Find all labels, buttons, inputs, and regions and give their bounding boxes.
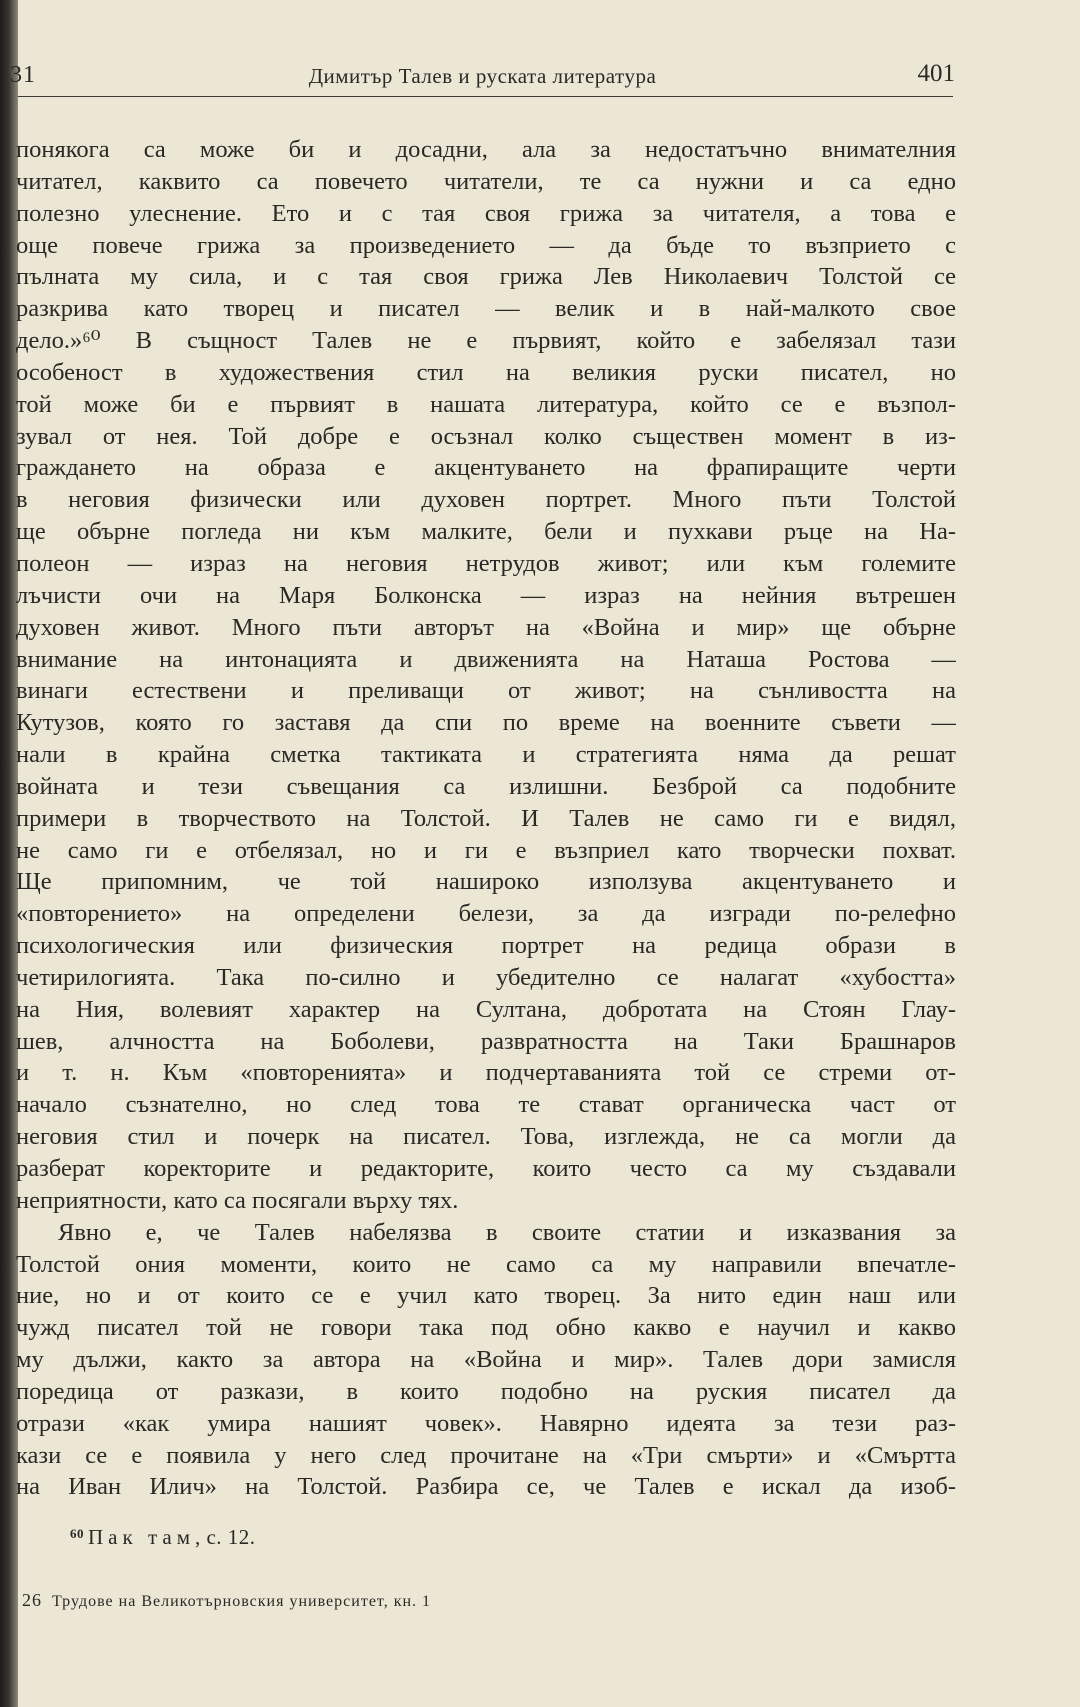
text-line: Толстой ония моменти, които не само са му направили впечатле- bbox=[16, 1250, 956, 1278]
text-line: и т. н. Към «повторенията» и подчертаванията той се стреми от- bbox=[16, 1059, 956, 1087]
text-line: той може би е първият в нашата литература, който се е възпол- bbox=[16, 390, 956, 418]
signature-number: 26 bbox=[22, 1590, 42, 1610]
text-line: неприятности, като са посягали върху тях. bbox=[16, 1186, 459, 1214]
footnote bbox=[70, 1525, 256, 1550]
text-line: начало съзнателно, но след това те стават органическа част от bbox=[16, 1091, 956, 1119]
text-line: войната и тези съвещания са излишни. Безброй са подобните bbox=[16, 772, 956, 800]
text-line: винаги естествени и преливащи от живот; на сънливостта на bbox=[16, 677, 956, 705]
page-number: 401 bbox=[917, 60, 955, 87]
header-left-number: 31 bbox=[10, 62, 36, 88]
text-line: примери в творчеството на Толстой. И Талев не само ги е видял, bbox=[16, 804, 956, 832]
text-line: шев, алчността на Боболеви, развратността на Таки Брашнаров bbox=[16, 1027, 956, 1055]
text-line: духовен живот. Много пъти авторът на «Война и мир» ще обърне bbox=[16, 613, 956, 641]
text-line: нали в крайна сметка тактиката и стратегията няма да решат bbox=[16, 741, 956, 769]
text-line: отрази «как умира нашият човек». Навярно идеята за тези раз- bbox=[16, 1409, 956, 1437]
footnote-source: Пак там bbox=[88, 1525, 195, 1549]
running-header bbox=[10, 56, 955, 96]
text-line: поредица от разкази, в които подобно на руския писател да bbox=[16, 1377, 956, 1405]
text-line: Кутузов, която го заставя да спи по време на военните съвети — bbox=[16, 709, 956, 737]
text-line: разберат коректорите и редакторите, които често са му създавали bbox=[16, 1155, 956, 1182]
text-line: полезно улеснение. Ето и с тая своя грижа за читателя, а това е bbox=[16, 199, 956, 227]
text-line: внимание на интонацията и движенията на Наташа Ростова — bbox=[16, 645, 956, 673]
text-line: на Ния, волевият характер на Султана, добротата на Стоян Глау- bbox=[16, 995, 956, 1023]
text-line: дело.»⁶⁰ В същност Талев не е първият, който е забелязал тази bbox=[16, 327, 956, 355]
text-line: ние, но и от които се е учил като творец. За нито един наш или bbox=[16, 1282, 956, 1310]
text-line: на Иван Илич» на Толстой. Разбира се, че Талев е искал да изоб- bbox=[16, 1473, 956, 1501]
text-line: неговия стил и почерк на писател. Това, изглежда, не са могли да bbox=[16, 1123, 956, 1151]
text-line: кази се е появила у него след прочитане на «Три смърти» и «Смъртта bbox=[16, 1441, 956, 1469]
text-line: разкрива като творец и писател — велик и в най-малкото свое bbox=[16, 295, 956, 323]
footnote-reference: , с. 12. bbox=[194, 1525, 256, 1549]
text-line: психологическия или физическия портрет на редица образи в bbox=[16, 932, 956, 960]
text-line: особеност в художествения стил на великия руски писател, но bbox=[16, 358, 956, 386]
text-line: ще обърне погледа ни към малките, бели и пухкави ръце на На- bbox=[16, 518, 956, 546]
text-line: зувал от нея. Той добре е осъзнал колко съществен момент в из- bbox=[16, 422, 956, 450]
text-line: в неговия физически или духовен портрет. Много пъти Толстой bbox=[16, 486, 956, 514]
body-text bbox=[16, 134, 956, 1503]
text-line: четирилогията. Така по-силно и убедително се налагат «хубостта» bbox=[16, 963, 956, 991]
text-line: читател, каквито са повечето читатели, те са нужни и са едно bbox=[16, 167, 956, 195]
text-line: «повторението» на определени белези, за да изгради по-релефно bbox=[16, 900, 956, 928]
text-line: не само ги е отбелязал, но и ги е възприел като творчески похват. bbox=[16, 836, 956, 864]
text-line: още повече грижа за произведението — да бъде то възприето с bbox=[16, 231, 956, 259]
running-title: Димитър Талев и руската литература bbox=[308, 64, 657, 88]
text-line: Ще припомним, че той нашироко използува акцентуването и bbox=[16, 868, 956, 896]
text-line: лъчисти очи на Маря Болконска — израз на нейния вътрешен bbox=[16, 581, 956, 609]
text-line: полеон — израз на неговия нетрудов живот; или към големите bbox=[16, 549, 956, 577]
text-line: пълната му сила, и с тая своя грижа Лев Николаевич Толстой се bbox=[16, 263, 956, 291]
text-line: граждането на образа е акцентуването на фрапиращите черти bbox=[16, 454, 956, 482]
text-line: му дължи, както за автора на «Война и мир». Талев дори замисля bbox=[16, 1346, 956, 1374]
text-line: понякога са може би и досадни, ала за недостатъчно внимателния bbox=[16, 136, 956, 163]
signature-text: Трудове на Великотърновския университет, кн. 1 bbox=[52, 1593, 432, 1610]
text-line: чужд писател той не говори така под обно какво е научил и какво bbox=[16, 1314, 956, 1342]
printer-signature bbox=[22, 1590, 431, 1611]
text-line: Явно е, че Талев набелязва в своите статии и изказвания за bbox=[58, 1218, 956, 1246]
footnote-number: 60 bbox=[70, 1526, 84, 1541]
header-rule bbox=[18, 96, 953, 97]
